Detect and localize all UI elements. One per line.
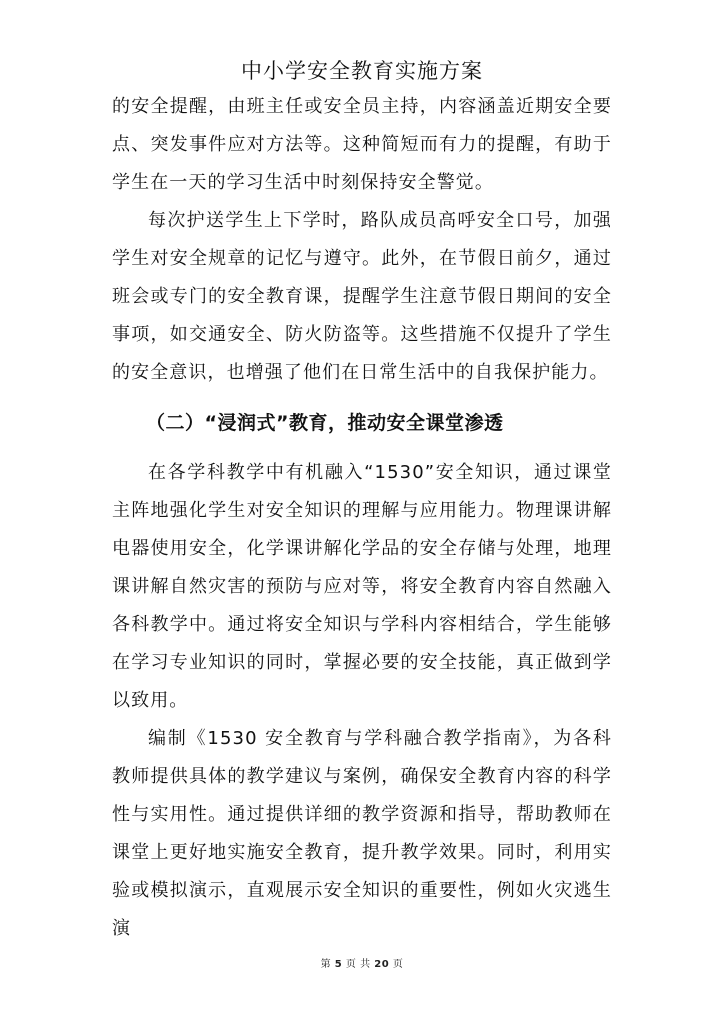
- page-footer: [0, 958, 724, 972]
- footer-middle: 页 共: [345, 959, 371, 970]
- document-body: [112, 88, 612, 948]
- body-paragraph: 编制《1530 安全教育与学科融合教学指南》，为各科教师提供具体的教学建议与案例，确保安全教育内容的科学性与实用性。通过提供详细的教学资源和指导，帮助教师在课堂上更好地实施安全教育，提升教学效果。同时，利用实验或模拟演示，直观展示安全知识的重要性，例如火灾逃生演: [112, 728, 612, 939]
- body-paragraph: 的安全提醒，由班主任或安全员主持，内容涵盖近期安全要点、突发事件应对方法等。这种简短而有力的提醒，有助于学生在一天的学习生活中时刻保持安全警觉。: [112, 96, 612, 193]
- footer-suffix: 页: [392, 959, 404, 970]
- body-paragraph: 在各学科教学中有机融入“1530”安全知识，通过课堂主阵地强化学生对安全知识的理解与应用能力。物理课讲解电器使用安全，化学课讲解化学品的安全存储与处理，地理课讲解自然灾害的预防与应对等，将安全教育内容自然融入各科教学中。通过将安全知识与学科内容相结合，学生能够在学习专业知识的同时，掌握必要的安全技能，真正做到学以致用。: [112, 462, 612, 711]
- current-page-number: 5: [334, 959, 343, 970]
- body-paragraph: 每次护送学生上下学时，路队成员高呼安全口号，加强学生对安全规章的记忆与遵守。此外，在节假日前夕，通过班会或专门的安全教育课，提醒学生注意节假日期间的安全事项，如交通安全、防火防盗等。这些措施不仅提升了学生的安全意识，也增强了他们在日常生活中的自我保护能力。: [112, 210, 612, 383]
- total-page-count: 20: [374, 959, 390, 970]
- document-title: 中小学安全教育实施方案: [241, 59, 483, 83]
- footer-prefix: 第: [320, 959, 332, 970]
- section-heading: （二）“浸润式”教育，推动安全课堂渗透: [146, 412, 504, 434]
